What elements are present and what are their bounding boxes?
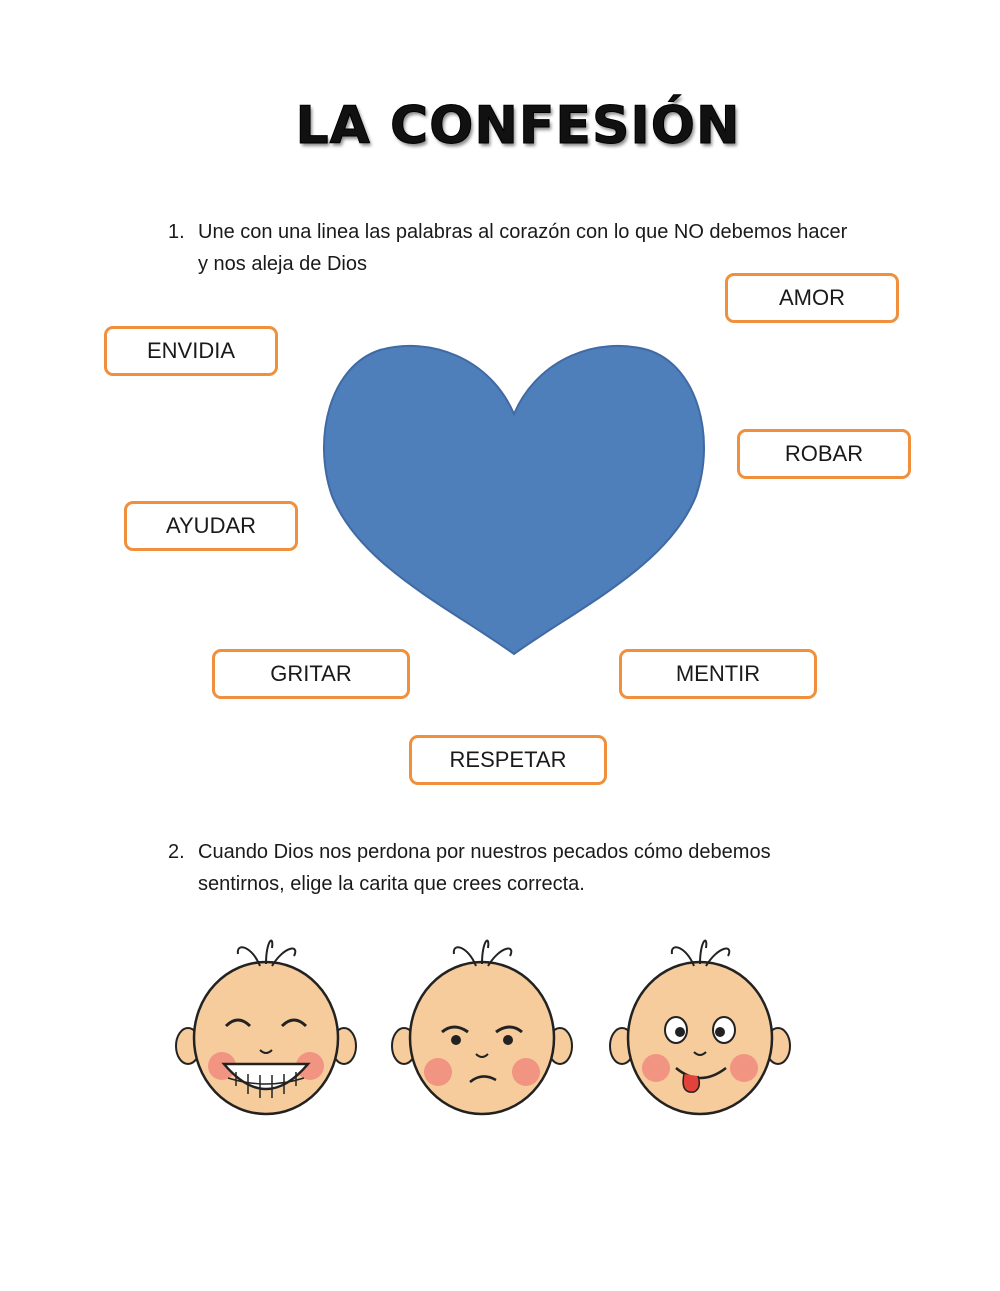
question-2-text: Cuando Dios nos perdona por nuestros pecados cómo debemos sentirnos, elige la carita que crees correcta. [198, 841, 771, 895]
word-box-respetar[interactable]: RESPETAR [409, 735, 607, 785]
sad-face-icon[interactable] [392, 941, 572, 1114]
page-title: LA CONFESIÓN [295, 96, 741, 156]
word-box-gritar[interactable]: GRITAR [212, 649, 410, 699]
word-box-amor[interactable]: AMOR [725, 273, 899, 323]
question-2 [168, 836, 848, 900]
question-2-number: 2. [168, 841, 185, 863]
silly-face-icon[interactable] [610, 941, 790, 1114]
question-1-number: 1. [168, 221, 185, 243]
question-1-text: Une con una linea las palabras al corazón con lo que NO debemos hacer y nos aleja de Dios [198, 221, 848, 275]
word-box-robar[interactable]: ROBAR [737, 429, 911, 479]
word-box-mentir[interactable]: MENTIR [619, 649, 817, 699]
heart-icon[interactable] [320, 338, 708, 656]
word-box-ayudar[interactable]: AYUDAR [124, 501, 298, 551]
question-1 [168, 216, 848, 280]
happy-face-icon[interactable] [176, 941, 356, 1114]
word-box-envidia[interactable]: ENVIDIA [104, 326, 278, 376]
